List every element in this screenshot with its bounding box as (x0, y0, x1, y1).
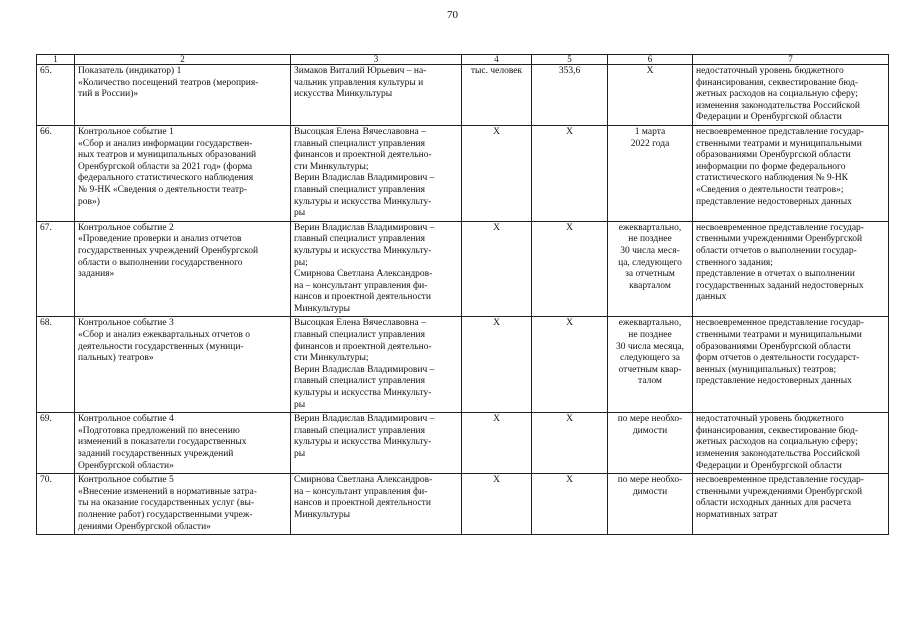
cell-line: финансирования, секвестирование бюд- (696, 77, 859, 88)
cell-line: федерального статистического наблюдения (78, 173, 254, 184)
cell-line: несвоевременное представление государ- (696, 318, 864, 329)
table-row (37, 65, 889, 126)
cell-line: «Сбор и анализ информации государствен- (78, 138, 253, 149)
cell-line: «Проведение проверки и анализ отчетов (78, 234, 242, 245)
cell-line: Верин Владислав Владимирович – (294, 222, 435, 233)
date-cell (608, 125, 693, 221)
cell-line: Минкультуры (294, 509, 351, 520)
cell-line: ров») (78, 196, 100, 207)
cell-line: № 9-НК «Сведения о деятельности театр- (78, 184, 248, 195)
column-header-1: 1 (37, 55, 75, 65)
cell-line: жетных расходов на социальную сферу; (696, 89, 858, 100)
cell-line: ры (294, 208, 306, 219)
cell-line: Х (493, 126, 500, 137)
cell-line: тыс. человек (470, 66, 523, 76)
cell-line: информации по форме федерального (696, 161, 846, 172)
cell-line: Х (493, 222, 500, 233)
cell-line: изменения законодательства Российской (696, 449, 860, 459)
table-body (37, 55, 889, 535)
cell-line: данных (696, 292, 727, 303)
value-cell (532, 317, 608, 413)
date-cell (608, 65, 693, 126)
cell-line: Контрольное событие 4 (78, 414, 174, 425)
indicator-cell (75, 317, 291, 413)
cell-line: Показатель (индикатор) 1 (78, 66, 182, 76)
cell-line: чальник управления культуры и (294, 77, 424, 88)
value-cell (532, 221, 608, 317)
control-events-table (36, 54, 889, 535)
cell-line: изменения законодательства Российской (696, 100, 860, 111)
cell-line: культуры и искусства Минкульту- (294, 388, 432, 399)
cell-line: Федерации и Оренбургской области (696, 460, 842, 471)
cell-line: главный специалист управления (294, 330, 425, 341)
cell-line: представление в отчетах о выполнении (696, 269, 855, 280)
cell-line: 30 числа меся- (620, 245, 680, 256)
cell-line: тий в России)» (78, 89, 139, 100)
cell-line: дениями Оренбургской области» (78, 521, 211, 532)
cell-line: Контрольное событие 1 (78, 126, 174, 137)
column-header-7: 7 (693, 55, 889, 65)
cell-line: заданий государственных учреждений (78, 449, 234, 459)
cell-line: «Сбор и анализ ежеквартальных отчетов о (78, 330, 251, 341)
cell-line: ты на оказание государственных услуг (вы- (78, 498, 255, 509)
date-cell (608, 317, 693, 413)
indicator-cell (75, 474, 291, 535)
cell-line: статистического наблюдения № 9-НК (696, 173, 849, 184)
cell-line: на – консультант управления фи- (294, 280, 428, 291)
cell-line: Верин Владислав Владимирович – (294, 414, 435, 425)
value-cell (532, 413, 608, 474)
cell-line: культуры и искусства Минкульту- (294, 245, 432, 256)
risk-cell (693, 413, 889, 474)
cell-line: ры (294, 399, 306, 410)
cell-line: несвоевременное представление государ- (696, 126, 864, 137)
cell-line: ственными учреждениями Оренбургской (696, 486, 863, 497)
cell-line: Смирнова Светлана Александров- (294, 269, 433, 280)
cell-line: талом (638, 376, 662, 387)
value-cell (532, 474, 608, 535)
cell-line: Верин Владислав Владимирович – (294, 364, 435, 375)
cell-line: 1 марта (634, 126, 666, 137)
cell-line: ежеквартально, (618, 222, 682, 233)
cell-line: ры (294, 449, 306, 459)
cell-line: несвоевременное представление государ- (696, 475, 864, 486)
cell-line: Оренбургской области» (78, 460, 174, 471)
cell-line: несвоевременное представление государ- (696, 222, 864, 233)
cell-line: Смирнова Светлана Александров- (294, 475, 433, 486)
row-number-cell: 65. (37, 65, 75, 126)
cell-line: Х (493, 414, 500, 425)
row-number-cell: 69. (37, 413, 75, 474)
indicator-cell (75, 125, 291, 221)
cell-line: главный специалист управления (294, 138, 425, 149)
cell-line: Оренбургской области за 2021 год» (форма (78, 161, 253, 172)
column-header-row (37, 55, 889, 65)
cell-line: «Подготовка предложений по внесению (78, 425, 240, 436)
unit-cell (462, 65, 532, 126)
cell-line: представление недостоверных данных (696, 196, 852, 207)
cell-line: 353,6 (558, 66, 581, 76)
responsible-cell (291, 474, 462, 535)
cell-line: кварталом (629, 280, 671, 291)
cell-line: сти Минкультуры; (294, 353, 369, 364)
risk-cell (693, 317, 889, 413)
row-number-cell: 68. (37, 317, 75, 413)
indicator-cell (75, 65, 291, 126)
cell-line: димости (632, 425, 668, 436)
cell-line: Х (566, 222, 573, 233)
cell-line: финансирования, секвестирование бюд- (696, 425, 859, 436)
cell-line: не позднее (628, 330, 672, 341)
cell-line: Высоцкая Елена Вячеславовна – (294, 126, 426, 137)
cell-line: недостаточный уровень бюджетного (696, 66, 844, 76)
cell-line: области отчетов о выполнении государ- (696, 245, 857, 256)
risk-cell (693, 125, 889, 221)
cell-line: культуры и искусства Минкульту- (294, 196, 432, 207)
cell-line: Контрольное событие 5 (78, 475, 174, 486)
cell-line: искусства Минкультуры (294, 89, 393, 100)
cell-line: Минкультуры (294, 303, 351, 314)
cell-line: области о выполнении государственного (78, 257, 243, 268)
cell-line: Верин Владислав Владимирович – (294, 173, 435, 184)
table-row (37, 413, 889, 474)
cell-line: «Внесение изменений в нормативные затра- (78, 486, 257, 497)
cell-line: образованиями Оренбургской области (696, 150, 851, 161)
cell-line: деятельности государственных (муници- (78, 341, 244, 352)
cell-line: ственными учреждениями Оренбургской (696, 234, 863, 245)
cell-line: за отчетным (625, 269, 675, 280)
cell-line: нансов и проектной деятельности (294, 292, 431, 303)
column-header-3: 3 (291, 55, 462, 65)
risk-cell (693, 474, 889, 535)
unit-cell (462, 413, 532, 474)
table-row (37, 125, 889, 221)
unit-cell (462, 221, 532, 317)
cell-line: Контрольное событие 2 (78, 222, 174, 233)
cell-line: 2022 года (630, 138, 670, 149)
cell-line: главный специалист управления (294, 234, 425, 245)
column-header-5: 5 (532, 55, 608, 65)
cell-line: Контрольное событие 3 (78, 318, 174, 329)
responsible-cell (291, 125, 462, 221)
cell-line: Х (493, 475, 500, 486)
cell-line: форм отчетов о деятельности государст- (696, 353, 860, 364)
responsible-cell (291, 65, 462, 126)
value-cell (532, 125, 608, 221)
table-row (37, 221, 889, 317)
cell-line: по мере необхо- (617, 414, 683, 425)
cell-line: 30 числа месяца, (615, 341, 684, 352)
cell-line: главный специалист управления (294, 425, 425, 436)
cell-line: отчетным квар- (618, 364, 682, 375)
cell-line: ственного задания; (696, 257, 773, 268)
cell-line: главный специалист управления (294, 376, 425, 387)
column-header-2: 2 (75, 55, 291, 65)
cell-line: Х (566, 475, 573, 486)
column-header-6: 6 (608, 55, 693, 65)
row-number-cell: 67. (37, 221, 75, 317)
cell-line: димости (632, 486, 668, 497)
cell-line: области исходных данных для расчета (696, 498, 852, 509)
cell-line: Федерации и Оренбургской области (696, 112, 842, 123)
cell-line: Х (493, 318, 500, 329)
cell-line: Зимаков Виталий Юрьевич – на- (294, 66, 427, 76)
cell-line: по мере необхо- (617, 475, 683, 486)
cell-line: образованиями Оренбургской области (696, 341, 851, 352)
responsible-cell (291, 221, 462, 317)
responsible-cell (291, 413, 462, 474)
risk-cell (693, 221, 889, 317)
cell-line: недостаточный уровень бюджетного (696, 414, 844, 425)
date-cell (608, 474, 693, 535)
cell-line: «Количество посещений театров (мероприя- (78, 77, 259, 88)
indicator-cell (75, 413, 291, 474)
cell-line: ца, следующего (618, 257, 682, 268)
cell-line: главный специалист управления (294, 184, 425, 195)
indicator-cell (75, 221, 291, 317)
cell-line: Х (566, 126, 573, 137)
cell-line: государственных заданий недостоверных (696, 280, 864, 291)
cell-line: культуры и искусства Минкульту- (294, 437, 432, 448)
page-number: 70 (447, 9, 458, 21)
cell-line: венных (муниципальных) театров; (696, 364, 837, 375)
responsible-cell (291, 317, 462, 413)
date-cell (608, 413, 693, 474)
cell-line: представление недостоверных данных (696, 376, 852, 387)
cell-line: жетных расходов на социальную сферу; (696, 437, 858, 448)
cell-line: ственными театрами и муниципальными (696, 138, 862, 149)
cell-line: полнение работ) государственными учреж- (78, 509, 253, 520)
unit-cell (462, 474, 532, 535)
cell-line: Высоцкая Елена Вячеславовна – (294, 318, 426, 329)
risk-cell (693, 65, 889, 126)
cell-line: ных театров и муниципальных образований (78, 150, 257, 161)
row-number-cell: 70. (37, 474, 75, 535)
cell-line: сти Минкультуры; (294, 161, 369, 172)
cell-line: финансов и проектной деятельно- (294, 150, 432, 161)
cell-line: нансов и проектной деятельности (294, 498, 431, 509)
cell-line: ственными театрами и муниципальными (696, 330, 862, 341)
date-cell (608, 221, 693, 317)
unit-cell (462, 317, 532, 413)
unit-cell (462, 125, 532, 221)
cell-line: ры; (294, 257, 308, 268)
cell-line: на – консультант управления фи- (294, 486, 428, 497)
table-row (37, 474, 889, 535)
cell-line: государственных учреждений Оренбургской (78, 245, 259, 256)
cell-line: финансов и проектной деятельно- (294, 341, 432, 352)
row-number-cell: 66. (37, 125, 75, 221)
cell-line: Х (566, 414, 573, 425)
table-row (37, 317, 889, 413)
cell-line: задания» (78, 269, 115, 280)
cell-line: нормативных затрат (696, 509, 778, 520)
value-cell (532, 65, 608, 126)
column-header-4: 4 (462, 55, 532, 65)
cell-line: пальных) театров» (78, 353, 154, 364)
cell-line: ежеквартально, (618, 318, 682, 329)
cell-line: Х (566, 318, 573, 329)
cell-line: «Сведения о деятельности театров»; (696, 184, 844, 195)
cell-line: Х (646, 66, 654, 76)
cell-line: следующего за (619, 353, 680, 364)
cell-line: не позднее (628, 234, 672, 245)
cell-line: изменений в показатели государственных (78, 437, 247, 448)
